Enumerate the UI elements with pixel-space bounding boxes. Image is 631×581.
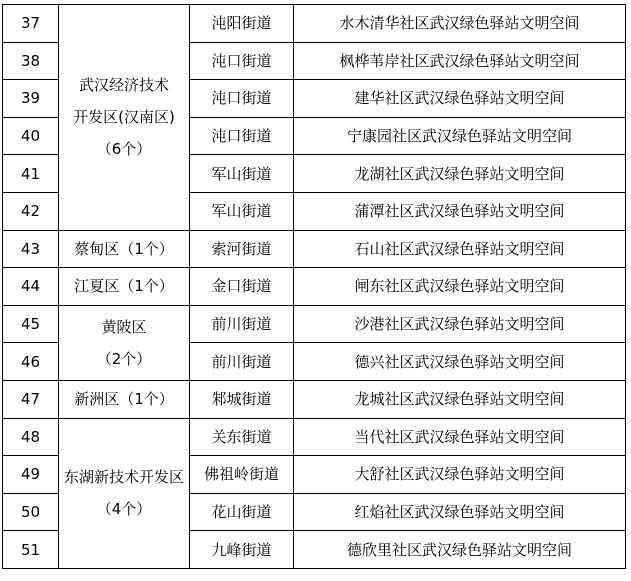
district-name-line: 黄陂区 bbox=[101, 317, 147, 336]
station-name: 沙港社区武汉绿色驿站文明空间 bbox=[294, 305, 626, 343]
table-row bbox=[3, 268, 626, 306]
street-name: 军山街道 bbox=[190, 155, 294, 193]
row-number: 46 bbox=[3, 343, 59, 381]
row-number: 51 bbox=[3, 531, 59, 569]
stations-table bbox=[2, 4, 626, 569]
station-name: 枫桦苇岸社区武汉绿色驿站文明空间 bbox=[294, 42, 626, 80]
district-count: （4个） bbox=[96, 500, 152, 519]
district-cell-donghu bbox=[59, 418, 190, 568]
street-name: 九峰街道 bbox=[190, 531, 294, 569]
station-name: 大舒社区武汉绿色驿站文明空间 bbox=[294, 456, 626, 494]
station-name: 龙湖社区武汉绿色驿站文明空间 bbox=[294, 155, 626, 193]
table-row bbox=[3, 380, 626, 418]
street-name: 沌口街道 bbox=[190, 80, 294, 118]
district-cell-huangpi bbox=[59, 305, 190, 380]
district-cell-caidian: 蔡甸区（1个） bbox=[59, 230, 190, 268]
row-number: 40 bbox=[3, 117, 59, 155]
table-row bbox=[3, 305, 626, 343]
district-name-line: 武汉经济技术 bbox=[78, 76, 169, 95]
station-name: 红焰社区武汉绿色驿站文明空间 bbox=[294, 493, 626, 531]
station-name: 建华社区武汉绿色驿站文明空间 bbox=[294, 80, 626, 118]
street-name: 沌口街道 bbox=[190, 117, 294, 155]
row-number: 48 bbox=[3, 418, 59, 456]
station-name: 水木清华社区武汉绿色驿站文明空间 bbox=[294, 5, 626, 43]
row-number: 49 bbox=[3, 456, 59, 494]
district-count: （2个） bbox=[96, 349, 152, 368]
table-row bbox=[3, 230, 626, 268]
row-number: 39 bbox=[3, 80, 59, 118]
district-cell-hannan bbox=[59, 5, 190, 231]
street-name: 金口街道 bbox=[190, 268, 294, 306]
street-name: 索河街道 bbox=[190, 230, 294, 268]
station-name: 龙城社区武汉绿色驿站文明空间 bbox=[294, 380, 626, 418]
street-name: 沌阳街道 bbox=[190, 5, 294, 43]
station-name: 石山社区武汉绿色驿站文明空间 bbox=[294, 230, 626, 268]
district-name-line: 东湖新技术开发区 bbox=[63, 468, 184, 487]
row-number: 47 bbox=[3, 380, 59, 418]
station-name: 闸东社区武汉绿色驿站文明空间 bbox=[294, 268, 626, 306]
street-name: 前川街道 bbox=[190, 343, 294, 381]
street-name: 邾城街道 bbox=[190, 380, 294, 418]
row-number: 37 bbox=[3, 5, 59, 43]
street-name: 前川街道 bbox=[190, 305, 294, 343]
table-row bbox=[3, 418, 626, 456]
station-name: 当代社区武汉绿色驿站文明空间 bbox=[294, 418, 626, 456]
station-name: 德欣里社区武汉绿色驿站文明空间 bbox=[294, 531, 626, 569]
station-name: 德兴社区武汉绿色驿站文明空间 bbox=[294, 343, 626, 381]
row-number: 43 bbox=[3, 230, 59, 268]
station-name: 蒲潭社区武汉绿色驿站文明空间 bbox=[294, 192, 626, 230]
station-name: 宁康园社区武汉绿色驿站文明空间 bbox=[294, 117, 626, 155]
street-name: 佛祖岭街道 bbox=[190, 456, 294, 494]
row-number: 44 bbox=[3, 268, 59, 306]
row-number: 41 bbox=[3, 155, 59, 193]
row-number: 38 bbox=[3, 42, 59, 80]
district-name-line: 开发区(汉南区) bbox=[73, 108, 175, 127]
street-name: 军山街道 bbox=[190, 192, 294, 230]
district-cell-jiangxia: 江夏区（1个） bbox=[59, 268, 190, 306]
street-name: 花山街道 bbox=[190, 493, 294, 531]
row-number: 42 bbox=[3, 192, 59, 230]
row-number: 45 bbox=[3, 305, 59, 343]
district-count: （6个） bbox=[96, 140, 152, 159]
street-name: 关东街道 bbox=[190, 418, 294, 456]
district-cell-xinzhou: 新洲区（1个） bbox=[59, 380, 190, 418]
row-number: 50 bbox=[3, 493, 59, 531]
table-row bbox=[3, 5, 626, 43]
street-name: 沌口街道 bbox=[190, 42, 294, 80]
